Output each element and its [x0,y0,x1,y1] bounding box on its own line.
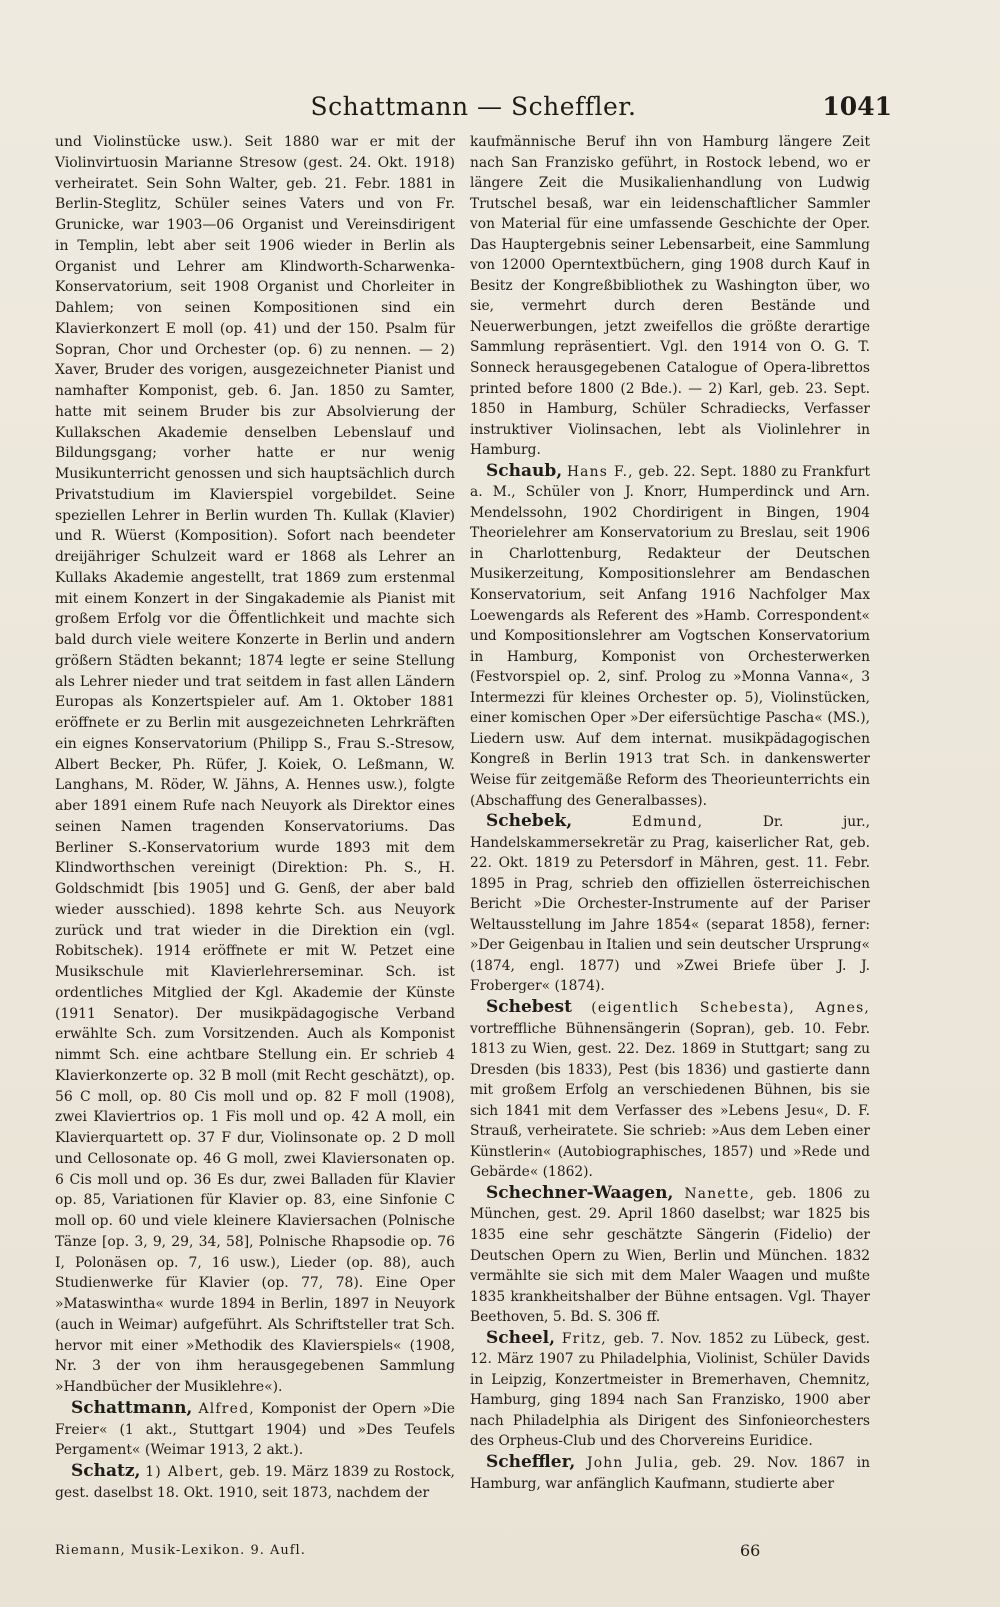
entry-headword: Schechner-Waagen, [486,1182,674,1203]
entry-continuation [55,132,455,1398]
entry-text: kaufmännische Beruf ihn von Hamburg längere Zeit nach San Franzisko geführt, in Rostock lebend, wo er längere Zeit die Musikalienhandlung von Ludwig Trutschel besaß, war ein leidenschaftlicher Sammler von Material für eine umfassende Geschichte der Oper. Das Hauptergebnis seiner Lebensarbeit, eine Sammlung von 12000 Operntextbüchern, ging 1908 durch Kauf in Besitz der Kongreßbibliothek zu Washington über, wo sie, vermehrt durch deren Bestände und Neuerwerbungen, jetzt zweifellos die größte derartige Sammlung repräsentiert. Vgl. den 1914 von O. G. T. Sonneck herausgegebenen Catalogue of Opera-librettos printed before 1800 (2 Bde.). — 2) Karl, geb. 23. Sept. 1850 in Hamburg, Schüler Schradiecks, Verfasser instruktiver Violinsachen, lebt als Violinlehrer in Hamburg. [470,134,870,459]
entry-text: Komponist der Opern »Die Freier« (1 akt., Stuttgart 1904) und »Des Teufels Pergament« (Weimar 1913, 2 akt.). [55,1400,456,1459]
entry-text: geb. 7. Nov. 1852 zu Lübeck, gest. 12. März 1907 zu Philadelphia, Violinist, Schüler Davids in Leipzig, Konzertmeister in Bremerhaven, Chemnitz, Hamburg, ging 1894 nach San Franzisko, 1900 aber nach Philadelphia als Dirigent des Sinfonieorchesters des Orpheus-Club und des Chorvereins Euridice. [470,1330,871,1450]
entry-headword: Schebek, [486,811,573,832]
dictionary-entry [470,1183,870,1328]
entry-text: geb. 22. Sept. 1880 zu Frankfurt a. M., Schüler von J. Knorr, Humperdinck und Arn. Mendelssohn, 1902 Chordirigent in Bingen, 1904 Theorielehrer am Konservatorium zu Breslau, seit 1906 in Charlottenburg, Redakteur der Deutschen Musikerzeitung, Kompositionslehrer am Bendaschen Konservatorium, seit Anfang 1916 Nachfolger Max Loewengards als Referent des »Hamb. Correspondent« und Kompositionslehrer am Vogtschen Konservatorium in Hamburg, Komponist von Orchesterwerken (Festvorspiel op. 2, sinf. Prolog zu »Monna Vanna«, 3 Intermezzi für kleines Orchester op. 5), Violinstücken, einer komischen Oper »Der eifersüchtige Pascha« (MS.), Liedern usw. Auf dem internat. musikpädagogischen Kongreß in Berlin 1913 trat Sch. in dankenswerter Weise für zeitgemäße Reform des Theorieunterrichts ein (Abschaffung des Generalbasses). [470,463,870,809]
entry-name: Edmund, [631,814,704,831]
entry-headword: Schattmann, [71,1397,193,1418]
entry-text: geb. 19. März 1839 zu Rostock, gest. daselbst 18. Okt. 1910, seit 1873, nachdem der [55,1464,455,1501]
entry-name: 1) Albert, [145,1464,225,1480]
dictionary-entry [470,811,870,997]
dictionary-entry [470,997,870,1183]
dictionary-entry [55,1398,455,1461]
dictionary-entry [470,1328,870,1452]
entry-headword: Schatz, [71,1461,141,1481]
left-column [55,132,455,1504]
entry-name: John Julia, [587,1455,680,1471]
running-head: Schattmann — Scheffler. [310,92,637,121]
entry-name: Alfred, [198,1400,255,1417]
entry-text: geb. 1806 zu München, gest. 29. April 1860 daselbst; war 1825 bis 1835 eine sehr geschätzte Sängerin (Fidelio) der Deutschen Opern zu Wien, Berlin und München. 1832 vermählte sie sich mit dem Maler Waagen und mußte 1835 krankheitshalber der Bühne entsagen. Vgl. Thayer Beethoven, 5. Bd. S. 306 ff. [470,1185,870,1326]
entry-name: Hans F., [566,463,634,480]
entry-text: geb. 29. Nov. 1867 in Hamburg, war anfänglich Kaufmann, studierte aber [470,1455,870,1492]
entry-name: (eigentlich Schebesta), Agnes, [591,999,870,1016]
page-number: 1041 [822,92,892,121]
printer-signature: Riemann, Musik-Lexikon. 9. Aufl. [55,1543,306,1558]
entry-text: Dr. jur., Handelskammersekretär zu Prag, kaiserlicher Rat, geb. 22. Okt. 1819 zu Petersdorf in Mähren, gest. 11. Febr. 1895 in Prag, schrieb den offiziellen österreichischen Bericht »Die Orchester-Instrumente auf der Pariser Weltausstellung im Jahre 1854« (separat 1858), ferner: »Der Geigenbau in Italien und sein deutscher Ursprung« (1874, engl. 1877) und »Zwei Briefe über J. J. Froberger« (1874). [470,814,871,995]
entry-headword: Schebest [486,996,572,1017]
right-column [470,132,870,1494]
entry-continuation [470,132,870,461]
entry-text: vortreffliche Bühnensängerin (Sopran), geb. 10. Febr. 1813 zu Wien, gest. 22. Dez. 1869 in Stuttgart; sang zu Dresden (bis 1833), Pest (bis 1836) und gastierte dann mit großem Erfolg an verschiedenen Bühnen, bis sie sich 1841 mit dem Verfasser des »Lebens Jesu«, D. F. Strauß, verheiratete. Sie schrieb: »Aus dem Leben einer Künstlerin« (Autobiographisches, 1857) und »Rede und Gebärde« (1862). [470,1020,870,1181]
entry-name: Nanette, [684,1185,756,1202]
page-header [55,92,892,126]
entry-text: und Violinstücke usw.). Seit 1880 war er mit der Violinvirtuosin Marianne Stresow (gest. 24. Okt. 1918) verheiratet. Sein Sohn Walter, geb. 21. Febr. 1881 in Berlin-Steglitz, Schüler seines Vaters und von Fr. Grunicke, war 1903—06 Organist und Vereinsdirigent in Templin, lebt aber seit 1906 wieder in Berlin als Organist und Lehrer am Klindworth-Scharwenka-Konservatorium, seit 1908 Organist und Chorleiter in Dahlem; von seinen Kompositionen sind ein Klavierkonzert E moll (op. 41) und der 150. Psalm für Sopran, Chor und Orchester (op. 6) zu nennen. — 2) Xaver, Bruder des vorigen, ausgezeichneter Pianist und namhafter Komponist, geb. 6. Jan. 1850 zu Samter, hatte mit seinem Bruder bis zur Absolvierung der Kullakschen Akademie denselben Lebenslauf und Bildungsgang; vorher hatte er nur wenig Musikunterricht genossen und sich hauptsächlich durch Privatstudium im Klavierspiel vorgebildet. Seine speziellen Lehrer in Berlin wurden Th. Kullak (Klavier) und R. Wüerst (Komposition). Sofort nach beendeter dreijähriger Schulzeit ward er 1868 als Lehrer an Kullaks Akademie angestellt, trat 1869 zum erstenmal mit einem Konzert in der Singakademie als Pianist mit großem Erfolg vor die Öffentlichkeit und machte sich bald durch viele weitere Konzerte in Berlin und andern größern Städten bekannt; 1874 legte er seine Stellung als Lehrer nieder und trat seitdem in fast allen Ländern Europas als Konzertspieler auf. Am 1. Oktober 1881 eröffnete er zu Berlin mit ausgezeichneten Lehrkräften ein eignes Konservatorium (Philipp S., Frau S.-Stresow, Albert Becker, Ph. Rüfer, J. Koiek, O. Leßmann, W. Langhans, M. Röder, W. Jähns, A. Hennes usw.), folgte aber 1891 einem Rufe nach Neuyork als Direktor eines seinen Namen tragenden Konservatoriums. Das Berliner S.-Konservatorium wurde 1893 mit dem Klindworthschen vereinigt (Direktion: Ph. S., H. Goldschmidt [bis 1905] und G. Genß, der aber bald wieder ausschied). 1898 kehrte Sch. aus Neuyork zurück und trat wieder in die Direktion ein (vgl. Robitschek). 1914 eröffnete er mit W. Petzet eine Musikschule mit Klavierlehrerseminar. Sch. ist ordentliches Mitglied der Kgl. Akademie der Künste (1911 Senator). Der musikpädagogische Verband erwählte Sch. zum Vorsitzenden. Auch als Komponist nimmt Sch. eine achtbare Stellung ein. Er schrieb 4 Klavierkonzerte op. 32 B moll (mit Recht geschätzt), op. 56 C moll, op. 80 Cis moll und op. 82 F moll (1908), zwei Klaviertrios op. 1 Fis moll und op. 42 A moll, ein Klavierquartett op. 37 F dur, Violinsonate op. 2 D moll und Cellosonate op. 46 G moll, zwei Klaviersonaten op. 6 Cis moll und op. 36 Es dur, zwei Balladen für Klavier op. 85, Variationen für Klavier op. 83, eine Sinfonie C moll op. 60 und viele kleinere Klaviersachen (Polnische Tänze [op. 3, 9, 29, 34, 58], Polnische Rhapsodie op. 76 I, Polonäsen op. 7, 16 usw.), Lieder (op. 88), auch Studienwerke für Klavier (op. 77, 78). Eine Oper »Mataswintha« wurde 1894 in Berlin, 1897 in Neuyork (auch in Weimar) aufgeführt. Als Schriftsteller trat Sch. hervor mit einer »Methodik des Klavierspiels« (1908, Nr. 3 der von ihm herausgegebenen Sammlung »Handbücher der Musiklehre«). [55,134,455,1395]
entry-headword: Scheffler, [486,1452,576,1472]
dictionary-entry [55,1461,455,1504]
entry-name: Fritz, [561,1330,607,1347]
dictionary-entry [470,1452,870,1494]
entry-headword: Scheel, [486,1327,555,1348]
sheet-number: 66 [740,1541,761,1560]
entry-headword: Schaub, [486,460,563,481]
dictionary-entry [470,461,870,811]
